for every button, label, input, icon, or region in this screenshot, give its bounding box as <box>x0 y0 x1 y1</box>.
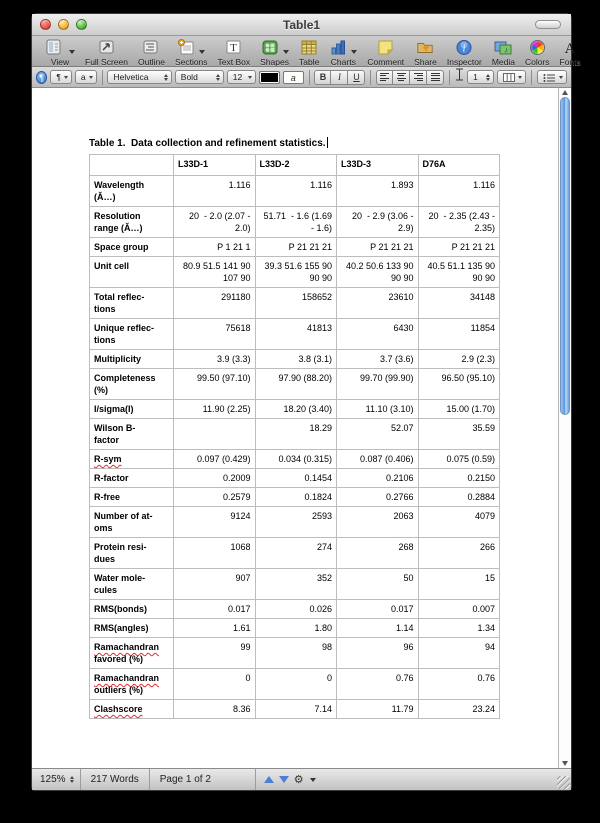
svg-text:♪: ♪ <box>504 45 509 54</box>
inspector-label: Inspector <box>446 57 482 67</box>
table-cell[interactable]: 8.36 <box>174 700 256 719</box>
table-cell[interactable]: 0.2766 <box>337 488 419 507</box>
table-cell[interactable]: 96 <box>337 638 419 669</box>
table-cell[interactable]: 3.7 (3.6) <box>337 350 419 369</box>
table-cell[interactable]: 4079 <box>418 507 500 538</box>
line-spacing-icon <box>455 68 464 86</box>
table-cell[interactable]: 1.116 <box>255 176 337 207</box>
style-buttons <box>314 70 365 85</box>
table-cell[interactable]: 75618 <box>174 319 256 350</box>
chevron-down-icon <box>310 778 316 782</box>
column-header[interactable]: L33D-1 <box>174 155 256 176</box>
table-cell[interactable]: 3.8 (3.1) <box>255 350 337 369</box>
table-cell[interactable]: 2593 <box>255 507 337 538</box>
column-header[interactable]: D76A <box>418 155 500 176</box>
table-cell[interactable]: 907 <box>174 569 256 600</box>
row-label[interactable]: R-sym <box>90 450 174 469</box>
fonts-button[interactable] <box>555 37 586 68</box>
table-row <box>90 700 500 719</box>
align-left-button[interactable] <box>376 70 393 85</box>
table-cell[interactable]: 0.017 <box>174 600 256 619</box>
column-header[interactable]: L33D-3 <box>337 155 419 176</box>
svg-text:i: i <box>462 43 466 54</box>
table-cell[interactable]: 0.76 <box>337 669 419 700</box>
row-label[interactable]: R-factor <box>90 469 174 488</box>
table-cell[interactable]: 0.007 <box>418 600 500 619</box>
format-bar <box>32 67 571 88</box>
share-icon <box>416 38 436 56</box>
table-row <box>90 469 500 488</box>
table-cell[interactable]: 0 <box>255 669 337 700</box>
table-row <box>90 507 500 538</box>
font-family-select[interactable] <box>107 70 171 84</box>
table-row <box>90 638 500 669</box>
text-box-label: Text Box <box>217 57 251 67</box>
line-spacing-value: 1 <box>473 72 478 82</box>
align-center-button[interactable] <box>393 70 410 85</box>
table-row <box>90 257 500 288</box>
share-label: Share <box>414 57 437 67</box>
shapes-icon <box>261 38 289 56</box>
page-indicator[interactable]: Page 1 of 2 <box>159 774 211 785</box>
charts-icon <box>329 38 357 56</box>
columns-icon <box>503 73 515 82</box>
line-spacing-select[interactable] <box>467 70 494 84</box>
row-label[interactable]: Ramachandran favored (%) <box>90 638 174 669</box>
pages-window <box>31 13 581 791</box>
table-cell[interactable]: 0.075 (0.59) <box>418 450 500 469</box>
table-cell[interactable]: 11854 <box>418 319 500 350</box>
comment-button[interactable] <box>362 37 409 68</box>
chevron-down-icon <box>199 50 205 54</box>
table-row <box>90 207 500 238</box>
row-label[interactable]: RMS(bonds) <box>90 600 174 619</box>
table-cell[interactable]: 0.026 <box>255 600 337 619</box>
table-cell[interactable]: 52.07 <box>337 419 419 450</box>
table-cell[interactable]: 268 <box>337 538 419 569</box>
text-cursor <box>327 137 328 148</box>
table-row <box>90 669 500 700</box>
text-box-button[interactable] <box>213 37 256 68</box>
table-cell[interactable]: 34148 <box>418 288 500 319</box>
table-row <box>90 619 500 638</box>
row-label[interactable]: Ramachandran outliers (%) <box>90 669 174 700</box>
table-cell[interactable]: 291180 <box>174 288 256 319</box>
table-cell[interactable]: 1.80 <box>255 619 337 638</box>
list-style-select[interactable] <box>537 70 567 84</box>
table-cell[interactable]: 11.10 (3.10) <box>337 400 419 419</box>
vertical-scrollbar[interactable] <box>558 88 571 768</box>
chevron-down-icon <box>351 50 357 54</box>
columns-select[interactable] <box>497 70 526 84</box>
align-right-button[interactable] <box>410 70 427 85</box>
status-bar <box>32 768 571 790</box>
shapes-button[interactable] <box>255 37 294 68</box>
row-label[interactable]: R-free <box>90 488 174 507</box>
table-cell[interactable]: 20 - 2.0 (2.07 - 2.0) <box>174 207 256 238</box>
table-cell[interactable]: 97.90 (88.20) <box>255 369 337 400</box>
table-cell[interactable]: 0 <box>174 669 256 700</box>
table-cell[interactable]: 41813 <box>255 319 337 350</box>
word-count[interactable]: 217 Words <box>90 774 139 785</box>
table-cell[interactable]: 9124 <box>174 507 256 538</box>
underline-button[interactable]: U <box>348 70 365 85</box>
table-cell[interactable]: 0.2884 <box>418 488 500 507</box>
chevron-down-icon <box>69 50 75 54</box>
table-cell[interactable]: 1.116 <box>418 176 500 207</box>
table-cell[interactable]: 0.087 (0.406) <box>337 450 419 469</box>
row-label[interactable]: RMS(angles) <box>90 619 174 638</box>
view-label: View <box>50 57 70 67</box>
stats-table-header <box>90 155 500 176</box>
table-cell[interactable]: 98 <box>255 638 337 669</box>
table-cell[interactable]: P 21 21 21 <box>418 238 500 257</box>
table-cell[interactable]: 80.9 51.5 141 90 107 90 <box>174 257 256 288</box>
row-label[interactable]: Unique reflec- tions <box>90 319 174 350</box>
document-page[interactable] <box>32 88 558 768</box>
table-cell[interactable]: 23610 <box>337 288 419 319</box>
table-cell[interactable]: P 21 21 21 <box>255 238 337 257</box>
gear-icon[interactable]: ⚙ <box>293 774 304 786</box>
previous-page-button[interactable] <box>264 776 274 783</box>
scrollbar-thumb[interactable] <box>560 97 570 415</box>
row-label[interactable]: Clashscore <box>90 700 174 719</box>
traffic-lights <box>40 19 87 30</box>
row-label[interactable]: Completeness (%) <box>90 369 174 400</box>
table-row <box>90 569 500 600</box>
table-label: Table <box>299 57 320 67</box>
table-row <box>90 319 500 350</box>
table-cell[interactable]: 15 <box>418 569 500 600</box>
table-cell[interactable]: 0.034 (0.315) <box>255 450 337 469</box>
stats-table-body <box>90 176 500 719</box>
table-cell[interactable] <box>174 419 256 450</box>
fonts-label: Fonts <box>559 57 581 67</box>
outline-icon <box>142 38 160 56</box>
title-bar[interactable] <box>32 14 571 36</box>
row-label[interactable]: Number of at- oms <box>90 507 174 538</box>
table-row <box>90 238 500 257</box>
table-caption[interactable] <box>89 137 499 149</box>
scroll-down-icon[interactable] <box>562 761 568 766</box>
table-cell[interactable]: 94 <box>418 638 500 669</box>
table-cell[interactable]: 1.34 <box>418 619 500 638</box>
table-row <box>90 288 500 319</box>
table-cell[interactable]: 0.2009 <box>174 469 256 488</box>
row-label[interactable]: Multiplicity <box>90 350 174 369</box>
table-cell[interactable]: 0.097 (0.429) <box>174 450 256 469</box>
inspector-icon <box>455 38 473 56</box>
table-cell[interactable]: 51.71 - 1.6 (1.69 - 1.6) <box>255 207 337 238</box>
table-cell[interactable]: 352 <box>255 569 337 600</box>
character-fill-well[interactable]: a <box>283 71 304 84</box>
table-cell[interactable]: 0.2150 <box>418 469 500 488</box>
caption-text: Table 1. Data collection and refinement statistics. <box>89 138 326 149</box>
sections-icon <box>177 38 205 56</box>
table-row <box>90 176 500 207</box>
scroll-up-icon[interactable] <box>562 90 568 95</box>
toolbar-toggle-button[interactable] <box>535 20 561 29</box>
table-cell[interactable]: 3.9 (3.3) <box>174 350 256 369</box>
table-cell[interactable]: 0.017 <box>337 600 419 619</box>
table-cell[interactable]: 99 <box>174 638 256 669</box>
table-cell[interactable]: P 1 21 1 <box>174 238 256 257</box>
table-cell[interactable]: 15.00 (1.70) <box>418 400 500 419</box>
table-cell[interactable]: 1.116 <box>174 176 256 207</box>
text-box-icon <box>225 38 243 56</box>
typeface-select[interactable] <box>175 70 224 84</box>
paragraph-style-select[interactable] <box>50 70 72 84</box>
window-title: Table1 <box>282 17 321 32</box>
row-label[interactable]: Total reflec- tions <box>90 288 174 319</box>
row-label[interactable]: Wilson B- factor <box>90 419 174 450</box>
paragraph-styles-icon[interactable]: ¶ <box>36 71 47 84</box>
close-button[interactable] <box>40 19 51 30</box>
row-label[interactable]: Resolution range (Ă…) <box>90 207 174 238</box>
table-cell[interactable]: 39.3 51.6 155 90 90 90 <box>255 257 337 288</box>
zoom-level: 125% <box>40 774 66 785</box>
full-screen-label: Full Screen <box>85 57 128 67</box>
table-icon <box>300 38 318 56</box>
table-cell[interactable]: 6430 <box>337 319 419 350</box>
column-header[interactable] <box>90 155 174 176</box>
inspector-button[interactable] <box>442 37 487 68</box>
row-label[interactable]: Water mole- cules <box>90 569 174 600</box>
table-row <box>90 350 500 369</box>
paragraph-style-value: ¶ <box>56 72 61 82</box>
outline-button[interactable] <box>133 37 170 68</box>
comment-label: Comment <box>367 57 405 67</box>
sections-button[interactable] <box>170 37 213 68</box>
list-icon <box>543 73 556 82</box>
font-size-value: 12 <box>232 72 243 82</box>
text-color-well[interactable] <box>259 71 280 84</box>
view-button[interactable] <box>40 37 80 68</box>
shapes-label: Shapes <box>260 57 289 67</box>
outline-label: Outline <box>138 57 165 67</box>
font-family-value: Helvetica <box>113 72 149 82</box>
table-cell[interactable]: 1.893 <box>337 176 419 207</box>
colors-icon <box>530 38 545 56</box>
zoom-control[interactable] <box>32 769 81 790</box>
row-label[interactable]: Unit cell <box>90 257 174 288</box>
table-cell[interactable]: 274 <box>255 538 337 569</box>
character-style-select[interactable] <box>75 70 97 84</box>
table-cell[interactable]: 99.70 (99.90) <box>337 369 419 400</box>
table-cell[interactable]: 40.5 51.1 135 90 90 90 <box>418 257 500 288</box>
resize-grip[interactable] <box>557 776 570 789</box>
table-cell[interactable]: 20 - 2.9 (3.06 - 2.9) <box>337 207 419 238</box>
table-cell[interactable]: 18.29 <box>255 419 337 450</box>
bold-button[interactable]: B <box>314 70 331 85</box>
stats-table <box>89 154 500 719</box>
table-cell[interactable]: 50 <box>337 569 419 600</box>
table-cell[interactable]: 0.1824 <box>255 488 337 507</box>
table-row <box>90 369 500 400</box>
zoom-button[interactable] <box>76 19 87 30</box>
svg-text:T: T <box>229 41 237 54</box>
table-cell[interactable]: 7.14 <box>255 700 337 719</box>
charts-label: Charts <box>330 57 356 67</box>
full-screen-icon <box>98 38 116 56</box>
font-size-select[interactable] <box>227 70 257 84</box>
table-row <box>90 419 500 450</box>
share-button[interactable] <box>409 37 442 68</box>
table-cell[interactable]: 11.90 (2.25) <box>174 400 256 419</box>
colors-button[interactable] <box>520 37 555 68</box>
table-cell[interactable]: 35.59 <box>418 419 500 450</box>
next-page-button[interactable] <box>279 776 289 783</box>
colors-label: Colors <box>524 57 550 67</box>
italic-button[interactable]: I <box>331 70 348 85</box>
table-cell[interactable]: 1068 <box>174 538 256 569</box>
table-cell[interactable]: 99.50 (97.10) <box>174 369 256 400</box>
row-label[interactable]: Wavelength (Ă…) <box>90 176 174 207</box>
table-row <box>90 538 500 569</box>
sections-label: Sections <box>174 57 208 67</box>
table-cell[interactable]: 2.9 (2.3) <box>418 350 500 369</box>
row-label[interactable]: I/sigma(I) <box>90 400 174 419</box>
table-row <box>90 488 500 507</box>
table-cell[interactable]: 0.2106 <box>337 469 419 488</box>
table-cell[interactable]: 266 <box>418 538 500 569</box>
table-cell[interactable]: 0.76 <box>418 669 500 700</box>
align-justify-button[interactable] <box>427 70 444 85</box>
table-cell[interactable]: 40.2 50.6 133 90 90 90 <box>337 257 419 288</box>
table-row <box>90 400 500 419</box>
table-cell[interactable]: 158652 <box>255 288 337 319</box>
table-cell[interactable]: 0.2579 <box>174 488 256 507</box>
table-cell[interactable]: 1.61 <box>174 619 256 638</box>
typeface-value: Bold <box>180 72 198 82</box>
main-toolbar <box>32 36 581 67</box>
chevron-down-icon <box>283 50 289 54</box>
table-cell[interactable]: 1.14 <box>337 619 419 638</box>
table-cell[interactable]: 96.50 (95.10) <box>418 369 500 400</box>
row-label[interactable]: Space group <box>90 238 174 257</box>
table-cell[interactable]: 18.20 (3.40) <box>255 400 337 419</box>
comment-icon <box>377 38 395 56</box>
table-cell[interactable]: 23.24 <box>418 700 500 719</box>
table-cell[interactable]: 20 - 2.35 (2.43 - 2.35) <box>418 207 500 238</box>
full-screen-button[interactable] <box>80 37 133 68</box>
minimize-button[interactable] <box>58 19 69 30</box>
svg-text:A: A <box>564 40 576 57</box>
row-label[interactable]: Protein resi- dues <box>90 538 174 569</box>
view-icon <box>45 38 75 56</box>
table-cell[interactable]: P 21 21 21 <box>337 238 419 257</box>
table-cell[interactable]: 2063 <box>337 507 419 538</box>
media-label: Media <box>491 57 515 67</box>
media-icon <box>493 38 513 56</box>
alignment-buttons <box>376 70 444 85</box>
table-cell[interactable]: 0.1454 <box>255 469 337 488</box>
table-row <box>90 450 500 469</box>
fonts-icon <box>562 38 578 56</box>
charts-button[interactable] <box>324 37 362 68</box>
column-header[interactable]: L33D-2 <box>255 155 337 176</box>
media-button[interactable] <box>487 37 520 68</box>
character-style-value: a <box>80 72 86 82</box>
table-cell[interactable]: 11.79 <box>337 700 419 719</box>
table-button[interactable] <box>294 37 324 68</box>
table-row <box>90 600 500 619</box>
